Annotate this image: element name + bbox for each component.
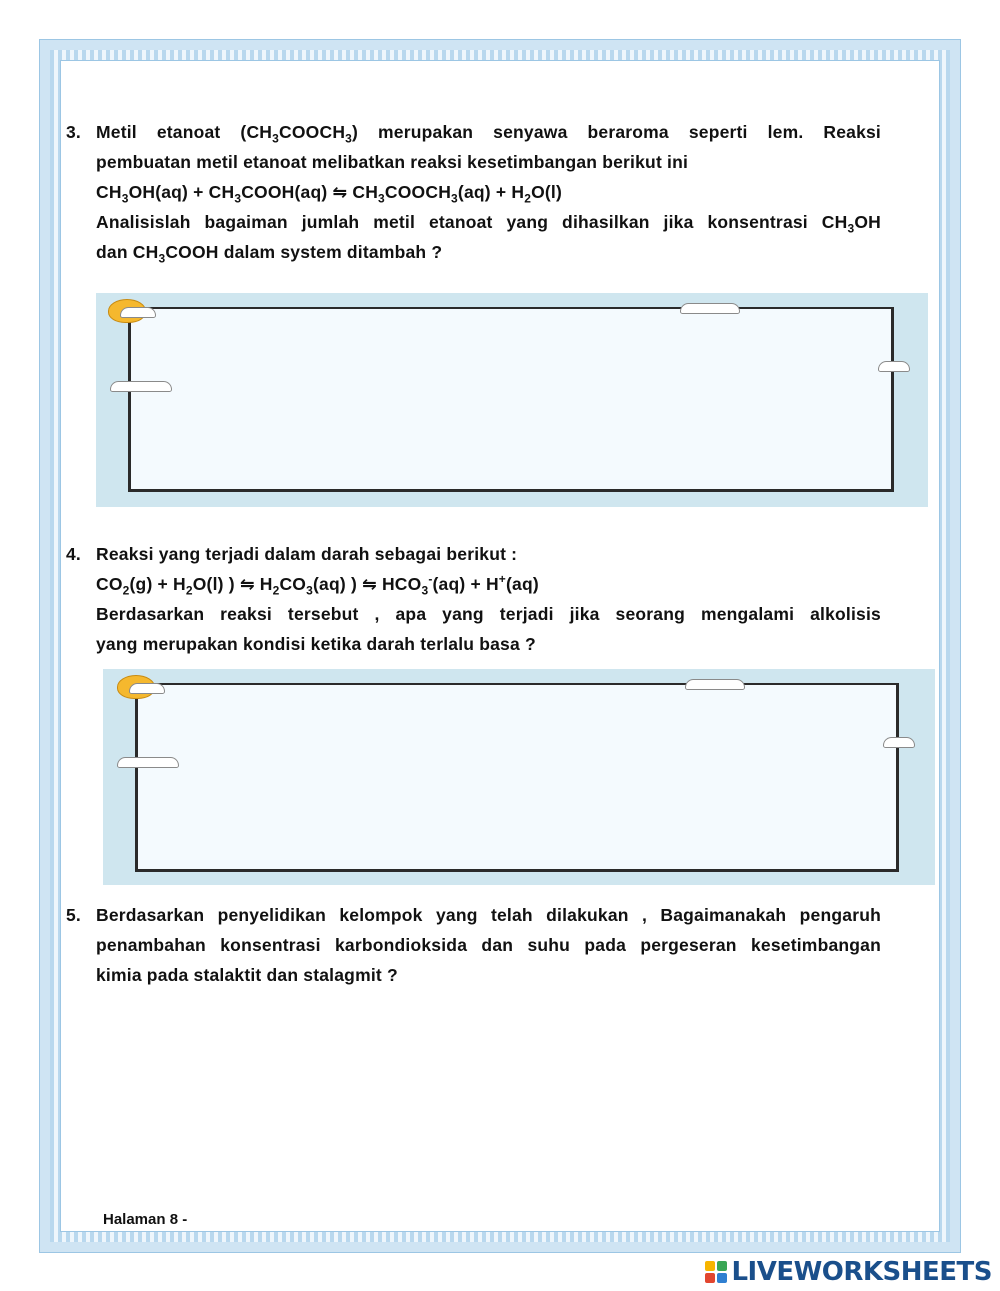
reaction-equation: $CO_2(g) + H_2O(l)$ ) ⇋ $H_2CO_3(aq)$ ) ⇋ $HCO_3^-(aq) + H^+(aq)$ (96, 572, 539, 598)
answer-box-3[interactable] (96, 293, 928, 507)
cloud-icon (685, 679, 745, 690)
question-line: Berdasarkan penyelidikan kelompok yang telah dilakukan , Bagaimanakah pengaruh (96, 905, 881, 925)
answer-area[interactable] (135, 683, 899, 872)
page-number: Halaman 8 - (103, 1211, 188, 1228)
cloud-icon (110, 381, 172, 392)
cloud-icon (120, 307, 156, 318)
question-number: 4. (66, 544, 81, 564)
question-line: dan $CH_3COOH$ dalam system ditambah ? (96, 242, 443, 266)
question-line: penambahan konsentrasi karbondioksida dan suhu pada pergeseran kesetimbangan (96, 935, 881, 955)
cloud-icon (878, 361, 910, 372)
cloud-icon (117, 757, 179, 768)
question-line: Analisislah bagaiman jumlah metil etanoat yang dihasilkan jika konsentrasi $CH_3OH$ (96, 212, 881, 236)
question-line: kimia pada stalaktit dan stalagmit ? (96, 965, 398, 985)
liveworksheets-logo-icon (705, 1261, 727, 1283)
question-line: yang merupakan kondisi ketika darah terlalu basa ? (96, 634, 536, 654)
question-number: 5. (66, 905, 81, 925)
brand-text: LIVEWORKSHEETS (731, 1257, 992, 1287)
reaction-equation: $CH_3OH(aq)$ + $CH_3COOH(aq)$ ⇋ $CH_3COOCH_3(aq) + H_2O(l)$ (96, 182, 562, 206)
question-line: pembuatan metil etanoat melibatkan reaksi kesetimbangan berikut ini (96, 152, 689, 172)
liveworksheets-logo[interactable] (705, 1257, 992, 1287)
answer-area[interactable] (128, 307, 894, 492)
cloud-icon (129, 683, 165, 694)
cloud-icon (680, 303, 740, 314)
question-line: Metil etanoat $(CH_3COOCH_3)$ merupakan senyawa beraroma seperti lem. Reaksi (96, 122, 881, 146)
question-line: Reaksi yang terjadi dalam darah sebagai berikut : (96, 544, 518, 564)
question-number: 3. (66, 122, 81, 142)
question-line: Berdasarkan reaksi tersebut , apa yang terjadi jika seorang mengalami alkolisis (96, 604, 881, 624)
answer-box-4[interactable] (103, 669, 935, 885)
cloud-icon (883, 737, 915, 748)
